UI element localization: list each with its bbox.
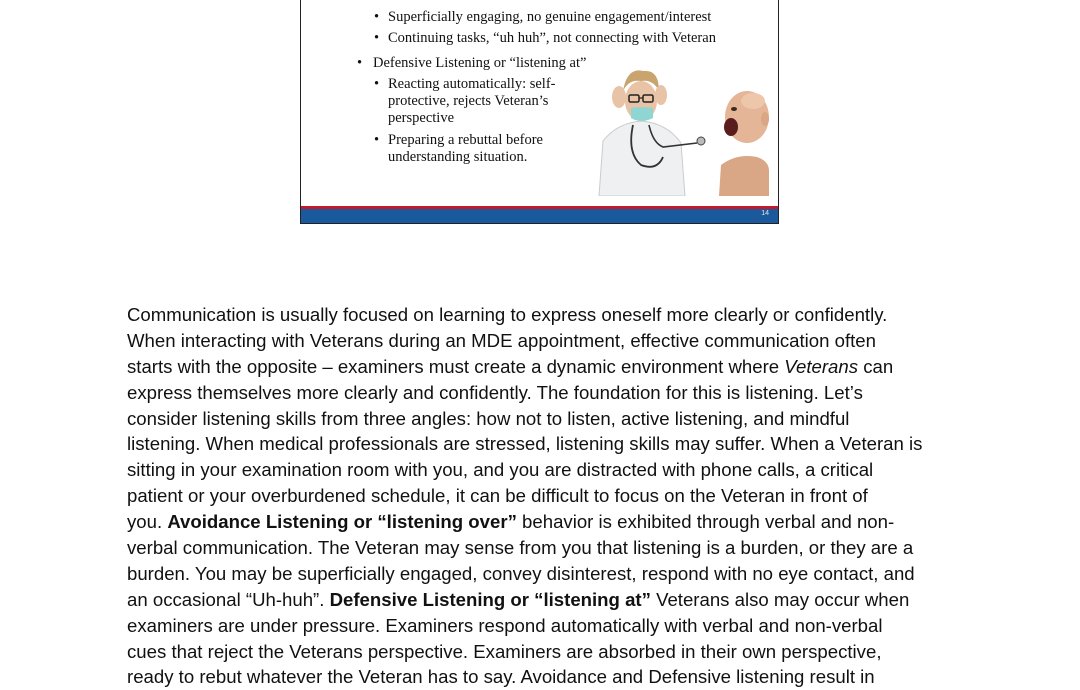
paragraph-line: starts with the opposite – examiners must create a dynamic environment where Veterans can bbox=[127, 355, 894, 377]
paragraph-line: cues that reject the Veterans perspective. Examiners are absorbed in their own perspective, bbox=[127, 640, 882, 662]
body-paragraph bbox=[127, 302, 967, 690]
slide-page-number: 14 bbox=[761, 210, 769, 217]
paragraph-line: you. Avoidance Listening or “listening over” behavior is exhibited through verbal and non- bbox=[127, 511, 895, 533]
paragraph-line: Communication is usually focused on learning to express oneself more clearly or confidently. bbox=[127, 304, 888, 325]
examiner-and-patient-photo-icon bbox=[597, 61, 769, 196]
paragraph-line: ready to rebut whatever the Veteran has to say. Avoidance and Defensive listening result in bbox=[127, 666, 875, 688]
paragraph-line: an occasional “Uh-huh”. Defensive Listening or “listening at” Veterans also may occur when bbox=[127, 588, 910, 610]
paragraph-line: consider listening skills from three angles: how not to listen, active listening, and mindful bbox=[127, 407, 850, 429]
paragraph-line: express themselves more clearly and confidently. The foundation for this is listening. Let’s bbox=[127, 381, 863, 403]
slide-bullet: • Reacting automatically: self- protective, rejects Veteran’s perspective bbox=[374, 76, 556, 126]
slide-bullet-heading: • Defensive Listening or “listening at” bbox=[357, 55, 587, 71]
paragraph-line: sitting in your examination room with you, and you are distracted with phone calls, a critical bbox=[127, 459, 874, 481]
paragraph-line: verbal communication. The Veteran may sense from you that listening is a burden, or they are a bbox=[127, 537, 914, 559]
slide-thumbnail bbox=[300, 0, 779, 224]
paragraph-line: examiners are under pressure. Examiners respond automatically with verbal and non-verbal bbox=[127, 614, 883, 636]
slide-bullet: • Preparing a rebuttal before understanding situation. bbox=[374, 132, 543, 165]
slide-footer-bar bbox=[301, 206, 778, 223]
paragraph-line: When interacting with Veterans during an MDE appointment, effective communication often bbox=[127, 329, 876, 351]
slide-bullet: • Continuing tasks, “uh huh”, not connecting with Veteran bbox=[374, 30, 716, 46]
slide-body bbox=[301, 0, 778, 194]
slide-bullet: • Superficially engaging, no genuine engagement/interest bbox=[374, 9, 712, 25]
paragraph-line: burden. You may be superficially engaged, convey disinterest, respond with no eye contact, and bbox=[127, 562, 915, 584]
slide-footer-red-stripe bbox=[301, 206, 778, 209]
paragraph-line: listening. When medical professionals are stressed, listening skills may suffer. When a Veteran is bbox=[127, 433, 923, 455]
paragraph-line: patient or your overburdened schedule, it can be difficult to focus on the Veteran in front of bbox=[127, 485, 868, 507]
